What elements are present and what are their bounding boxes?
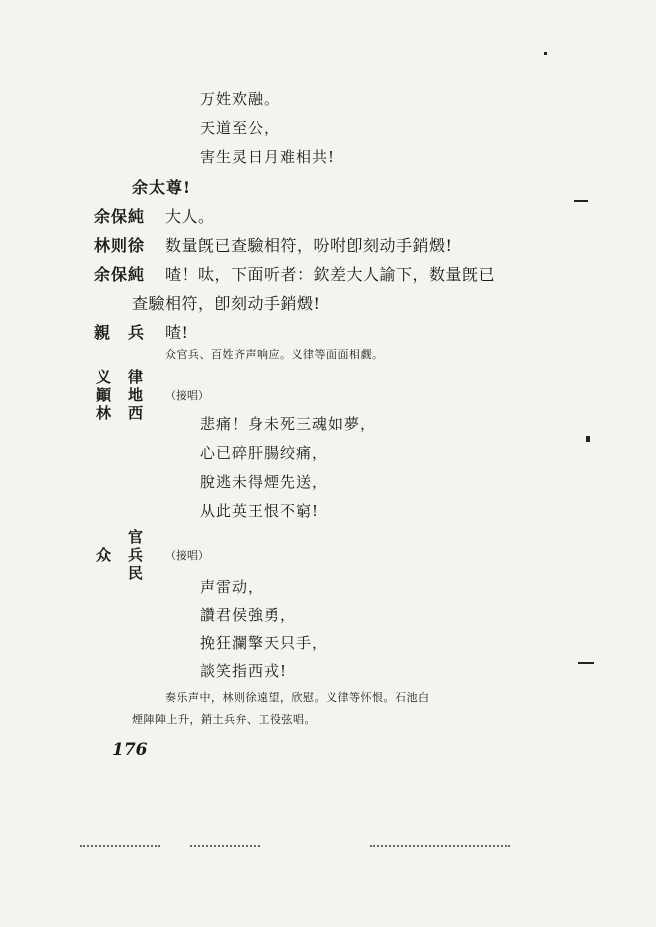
dialogue-line: 数量旣已查驗相符，吩咐卽刻动手銷燬! [165,236,453,255]
sung-marker: （接唱） [165,549,209,562]
scan-dots [80,845,160,849]
scan-mark [544,52,547,55]
scan-dots [370,845,510,849]
speaker-name: 親 兵 [94,323,146,342]
stage-direction: 众官兵、百姓齐声响应。义律等面面相觑。 [165,348,384,361]
speaker-char: 义 [96,368,112,386]
speaker-char: 顚 [96,386,112,404]
stage-direction: 奏乐声中，林则徐遠望，欣慰。义律等怀恨。石池白 [165,691,430,704]
verse-line: 害生灵日月难相共! [200,148,336,166]
verse-line: 挽狂瀾擎天只手， [200,634,329,652]
verse-line: 从此英王恨不窮! [200,502,320,520]
speaker-char: 西 [128,404,144,422]
speaker-name: 林则徐 [94,236,146,255]
speaker-char: 众 [96,546,112,564]
speaker-char: 地 [128,386,144,404]
speaker-char: 律 [128,368,144,386]
dialogue-line: 喳! [165,323,189,342]
verse-line: 心已碎肝腸绞痛， [200,444,329,462]
verse-line: 脫逃未得煙先送， [200,473,329,491]
speaker-char: 林 [96,404,112,422]
scan-mark [586,436,590,442]
sung-marker: （接唱） [165,389,209,402]
verse-line: 万姓欢融。 [200,90,281,108]
verse-line: 天道至公， [200,119,281,137]
speaker-char: 兵 [128,546,144,564]
dialogue-line: 查驗相符，卽刻动手銷燬! [132,294,321,313]
scan-mark [578,662,594,664]
scan-mark [574,200,588,202]
dialogue-line: 余太尊! [132,178,192,197]
verse-line: 讚君侯強勇， [200,606,297,624]
verse-line: 悲痛！身未死三魂如夢， [200,415,377,433]
verse-line: 談笑指西戎! [200,662,288,680]
dialogue-line: 喳！呔，下面听者：欽差大人諭下，数量旣已 [165,265,496,284]
stage-direction: 煙陣陣上升，銷土兵弁、工役弦唱。 [132,713,316,726]
dialogue-line: 大人。 [165,207,215,226]
scan-dots [190,845,260,849]
speaker-char: 官 [128,528,144,546]
speaker-name: 余保純 [94,265,146,284]
verse-line: 声雷动， [200,578,265,596]
speaker-name: 余保純 [94,207,146,226]
speaker-char: 民 [128,564,144,582]
page-number: 176 [112,740,148,760]
